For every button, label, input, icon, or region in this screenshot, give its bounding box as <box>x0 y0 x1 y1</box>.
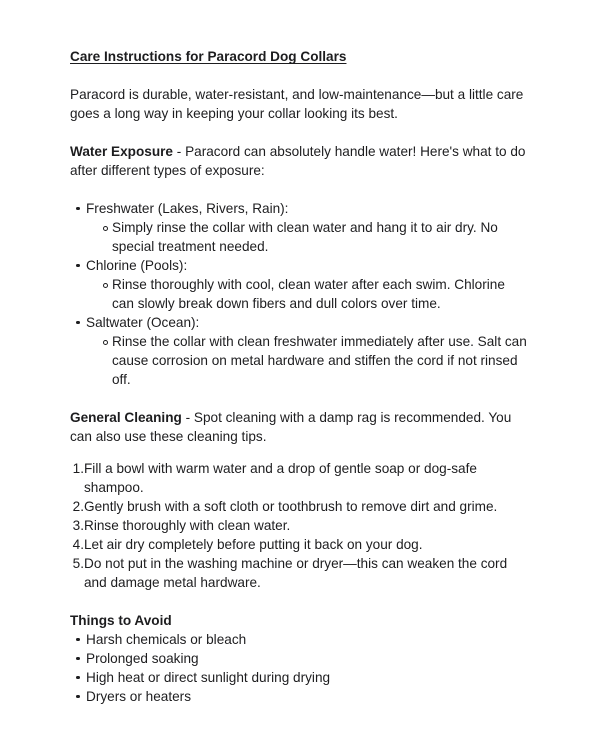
bullet-icon <box>70 649 86 668</box>
sub-list-item <box>70 218 529 256</box>
numbered-list-item <box>70 497 529 516</box>
circle-bullet-icon <box>99 332 112 351</box>
step-text: Let air dry completely before putting it back on your dog. <box>84 537 423 552</box>
bullet-icon <box>70 668 86 687</box>
water-exposure-heading: Water Exposure <box>70 144 173 159</box>
list-item <box>70 687 529 706</box>
list-item-text: Dryers or heaters <box>86 689 192 704</box>
general-cleaning-lead: - Spot cleaning with a damp rag is recommended. You can also use these cleaning tips. <box>70 410 512 444</box>
cleaning-steps-list <box>70 459 529 592</box>
water-exposure-lead: - Paracord can absolutely handle water! Here's what to do after different types of exposure: <box>70 144 526 178</box>
intro-paragraph: Paracord is durable, water-resistant, and low-maintenance—but a little care goes a long way in keeping your collar looking its best. <box>70 87 524 121</box>
step-number: 3. <box>72 518 84 533</box>
sub-list-item <box>70 332 529 389</box>
list-item-label: Saltwater (Ocean): <box>86 315 200 330</box>
general-cleaning-paragraph <box>70 408 529 446</box>
circle-bullet-icon <box>99 275 112 294</box>
circle-bullet-icon <box>99 218 112 237</box>
step-number: 5. <box>72 556 84 571</box>
bullet-icon <box>70 687 86 706</box>
sub-list-item-text: Rinse the collar with clean freshwater immediately after use. Salt can cause corrosion on metal hardware and stiffen the cord if not rinsed off. <box>112 334 527 387</box>
water-exposure-list <box>70 199 529 389</box>
list-item-text: High heat or direct sunlight during drying <box>86 670 331 685</box>
things-to-avoid-heading: Things to Avoid <box>70 613 172 628</box>
bullet-icon <box>70 256 86 275</box>
page-title: Care Instructions for Paracord Dog Collars <box>70 49 347 64</box>
list-item-text: Harsh chemicals or bleach <box>86 632 247 647</box>
numbered-list-item <box>70 516 529 535</box>
general-cleaning-heading: General Cleaning <box>70 410 182 425</box>
bullet-icon <box>70 630 86 649</box>
list-item-label: Chlorine (Pools): <box>86 258 188 273</box>
bullet-icon <box>70 313 86 332</box>
list-item <box>70 256 529 275</box>
sub-list-item-text: Rinse thoroughly with cool, clean water after each swim. Chlorine can slowly break down fibers and dull colors over time. <box>112 277 505 311</box>
numbered-list-item <box>70 554 529 592</box>
step-text: Rinse thoroughly with clean water. <box>84 518 291 533</box>
sub-list-item-text: Simply rinse the collar with clean water and hang it to air dry. No special treatment needed. <box>112 220 498 254</box>
things-to-avoid-list <box>70 630 529 706</box>
numbered-list-item <box>70 535 529 554</box>
list-item <box>70 649 529 668</box>
step-number: 1. <box>72 461 84 476</box>
list-item <box>70 199 529 218</box>
water-exposure-paragraph <box>70 142 529 180</box>
list-item <box>70 668 529 687</box>
numbered-list-item <box>70 459 529 497</box>
list-item <box>70 630 529 649</box>
bullet-icon <box>70 199 86 218</box>
step-text: Do not put in the washing machine or dryer—this can weaken the cord and damage metal hardware. <box>84 556 508 590</box>
sub-list-item <box>70 275 529 313</box>
step-number: 4. <box>72 537 84 552</box>
list-item <box>70 313 529 332</box>
list-item-label: Freshwater (Lakes, Rivers, Rain): <box>86 201 289 216</box>
list-item-text: Prolonged soaking <box>86 651 199 666</box>
step-text: Gently brush with a soft cloth or toothbrush to remove dirt and grime. <box>84 499 498 514</box>
step-number: 2. <box>72 499 84 514</box>
step-text: Fill a bowl with warm water and a drop of gentle soap or dog-safe shampoo. <box>84 461 477 495</box>
